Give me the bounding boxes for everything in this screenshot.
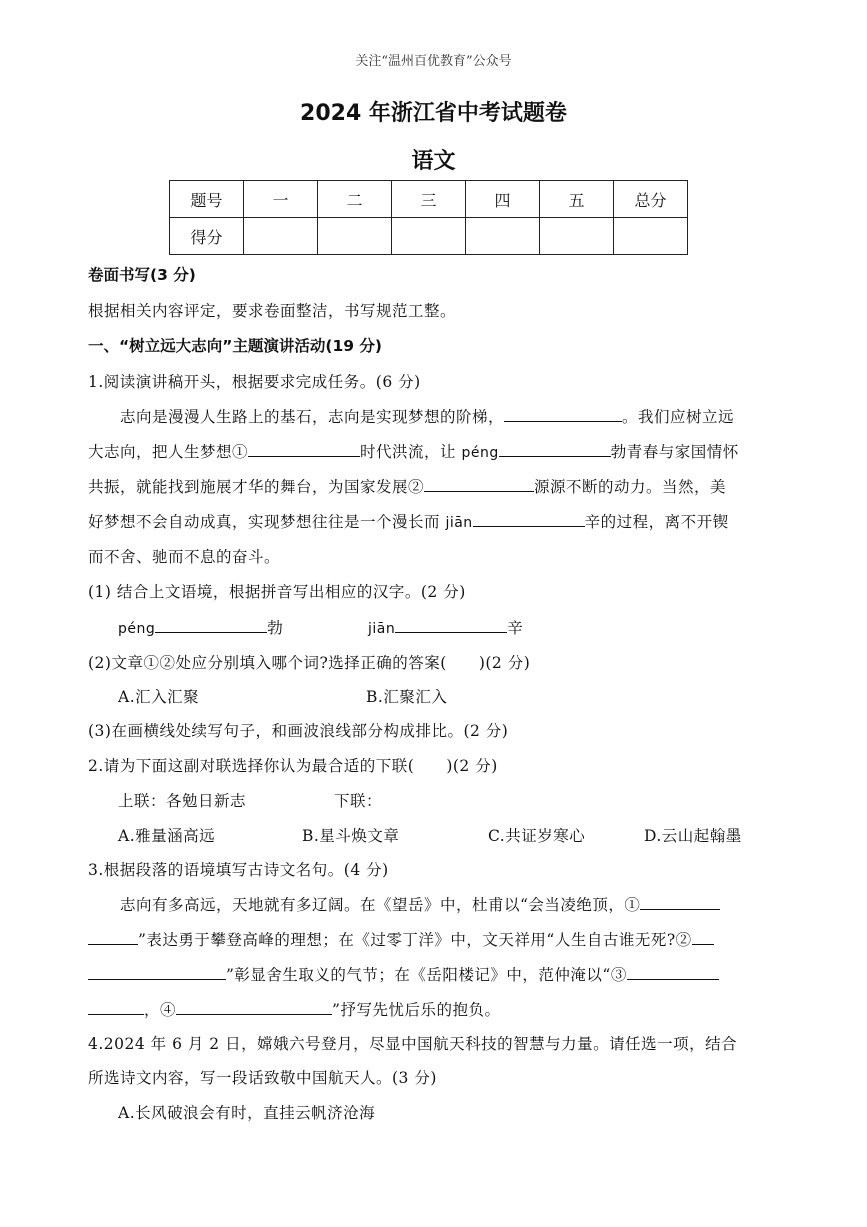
pinyin: jiān (445, 515, 473, 531)
answer-blank[interactable] (248, 441, 360, 457)
answer-blank[interactable] (504, 406, 622, 422)
passage-text: 源源不断的动力。当然，美 (534, 478, 727, 496)
score-input-cell[interactable] (318, 218, 392, 255)
q1-sub1-answers (118, 616, 283, 638)
answer-blank[interactable] (395, 617, 507, 633)
passage-text: 勃青春与家国情怀 (610, 443, 739, 461)
passage-text: ”彰显舍生取义的气节；在《岳阳楼记》中，范仲淹以“③ (226, 966, 627, 984)
passage-text: 辛 (507, 619, 524, 637)
passage-text: ”抒写先忧后乐的抱负。 (332, 1001, 501, 1019)
answer-blank[interactable] (176, 999, 332, 1015)
passage-text: 共振，就能找到施展才华的舞台，为国家发展② (88, 478, 425, 496)
q3-prompt: 3.根据段落的语境填写古诗文名句。(4 分) (88, 861, 389, 879)
score-cell: 三 (392, 181, 466, 218)
q1-passage-line-5: 而不舍、驰而不息的奋斗。 (88, 548, 281, 566)
answer-blank[interactable] (88, 929, 138, 945)
answer-blank[interactable] (88, 999, 144, 1015)
answer-blank[interactable] (499, 441, 611, 457)
page-header: 关注“温州百优教育”公众号 (355, 54, 512, 69)
q1-passage-line-4 (88, 510, 729, 532)
passage-text: 。我们应树立远 (622, 408, 735, 426)
q2-option-a[interactable]: A.雅量涵高远 (118, 827, 216, 845)
answer-blank[interactable] (88, 964, 226, 980)
q3-line-4 (88, 998, 500, 1020)
q1-sub2-option-a[interactable]: A.汇入汇聚 (118, 688, 200, 706)
q2-upper-couplet: 上联：各勉日新志 (118, 792, 247, 810)
q1-passage-line-3 (88, 475, 726, 497)
score-cell: 五 (540, 181, 614, 218)
pinyin: péng (461, 445, 499, 461)
score-input-cell[interactable] (614, 218, 688, 255)
q2-option-c[interactable]: C.共证岁寒心 (488, 827, 586, 845)
q1-sub3: (3)在画横线处续写句子，和画波浪线部分构成排比。(2 分) (88, 722, 509, 740)
q2-option-d[interactable]: D.云山起翰墨 (644, 827, 742, 845)
score-table-row-header (170, 181, 688, 218)
pinyin: péng (118, 621, 156, 637)
score-cell: 二 (318, 181, 392, 218)
handwriting-heading: 卷面书写(3 分) (88, 266, 196, 284)
q2-prompt: 2.请为下面这副对联选择你认为最合适的下联( )(2 分) (88, 757, 498, 775)
answer-blank[interactable] (424, 476, 534, 492)
passage-text: 志向是漫漫人生路上的基石，志向是实现梦想的阶梯， (120, 408, 505, 426)
answer-blank[interactable] (473, 511, 585, 527)
score-table-row-score (170, 218, 688, 255)
passage-text: 辛的过程，离不开锲 (584, 513, 729, 531)
q1-passage-line-1 (120, 405, 734, 427)
q2-lower-couplet: 下联： (334, 792, 383, 810)
score-cell: 得分 (170, 218, 244, 255)
answer-blank[interactable] (627, 964, 719, 980)
passage-text: ”表达勇于攀登高峰的理想；在《过零丁洋》中，文天祥用“人生自古谁无死?② (138, 931, 692, 949)
q4-prompt-line-1: 4.2024 年 6 月 2 日，嫦娥六号登月，尽显中国航天科技的智慧与力量。请任选一项，结合 (88, 1035, 738, 1053)
q1-sub2-option-b[interactable]: B.汇聚汇入 (366, 688, 448, 706)
q1-sub1-answers-2 (368, 616, 523, 638)
q3-line-3 (88, 963, 719, 985)
q4-option-a[interactable]: A.长风破浪会有时，直挂云帆济沧海 (118, 1104, 376, 1122)
section1-heading: 一、“树立远大志向”主题演讲活动(19 分) (88, 337, 383, 355)
q1-prompt: 1.阅读演讲稿开头，根据要求完成任务。(6 分) (88, 373, 421, 391)
score-cell: 题号 (170, 181, 244, 218)
q1-sub2: (2)文章①②处应分别填入哪个词?选择正确的答案( )(2 分) (88, 654, 531, 672)
score-cell: 总分 (614, 181, 688, 218)
score-input-cell[interactable] (392, 218, 466, 255)
handwriting-desc: 根据相关内容评定，要求卷面整洁，书写规范工整。 (88, 302, 457, 320)
passage-text: 勃 (267, 619, 284, 637)
passage-text: 好梦想不会自动成真，实现梦想往往是一个漫长而 (88, 513, 446, 531)
answer-blank[interactable] (692, 929, 714, 945)
answer-blank[interactable] (155, 617, 267, 633)
score-input-cell[interactable] (466, 218, 540, 255)
passage-text: 时代洪流，让 (360, 443, 462, 461)
score-input-cell[interactable] (244, 218, 318, 255)
score-table (169, 180, 688, 255)
q3-line-1 (120, 893, 720, 915)
exam-title: 2024 年浙江省中考试题卷 (300, 101, 567, 126)
q2-option-b[interactable]: B.星斗焕文章 (302, 827, 400, 845)
q1-sub1: (1) 结合上文语境，根据拼音写出相应的汉字。(2 分) (88, 583, 466, 601)
answer-blank[interactable] (640, 894, 720, 910)
pinyin: jiān (368, 621, 396, 637)
score-cell: 一 (244, 181, 318, 218)
q4-prompt-line-2: 所选诗文内容，写一段话致敬中国航天人。(3 分) (88, 1069, 437, 1087)
passage-text: 志向有多高远，天地就有多辽阔。在《望岳》中，杜甫以“会当凌绝顶，① (120, 896, 641, 914)
score-cell: 四 (466, 181, 540, 218)
score-input-cell[interactable] (540, 218, 614, 255)
q1-passage-line-2 (88, 440, 739, 462)
passage-text: ，④ (144, 1001, 177, 1019)
q3-line-2 (88, 928, 714, 950)
passage-text: 大志向，把人生梦想① (88, 443, 249, 461)
exam-subject: 语文 (411, 149, 456, 174)
